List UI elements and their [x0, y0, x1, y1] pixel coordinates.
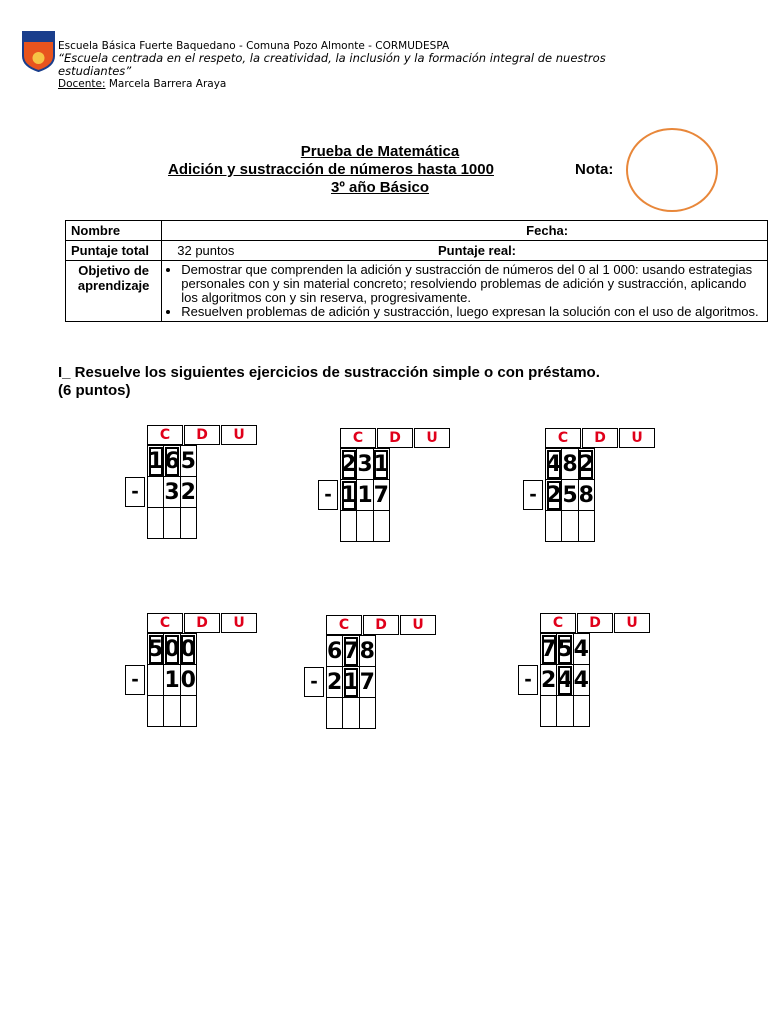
digit-grid: [147, 445, 197, 539]
answer-cell[interactable]: [327, 698, 343, 729]
subtrahend-digit: 2: [541, 665, 557, 696]
teacher-name: Marcela Barrera Araya: [108, 78, 227, 90]
place-header-d: D: [582, 428, 618, 448]
info-table: [65, 220, 768, 322]
objective-item: • Resuelven problemas de adición y sustracción, luego expresan la solución con el uso de algoritmos.: [181, 305, 762, 319]
nombre-label: Nombre: [66, 221, 162, 241]
minuend-digit: 6: [164, 446, 180, 477]
place-header-u: U: [400, 615, 436, 635]
teacher-label: Docente:: [58, 78, 106, 90]
digit-grid: [326, 635, 376, 729]
grade-circle[interactable]: [626, 128, 718, 212]
nota-label: Nota:: [575, 161, 614, 178]
subtrahend-digit: 7: [359, 667, 375, 698]
place-header-u: U: [619, 428, 655, 448]
answer-cell[interactable]: [164, 508, 180, 539]
objective-item: • Demostrar que comprenden la adición y sustracción de números del 0 al 1 000: usando estrategias personales con y sin material concreto; resolviendo problemas de adición y sustracción, aplicando los algoritmos con y sin reserva, progresivamente.: [181, 263, 762, 305]
answer-cell[interactable]: [164, 696, 180, 727]
subtrahend-digit: 1: [357, 480, 373, 511]
minus-sign: -: [523, 480, 543, 510]
digit-grid: [540, 633, 590, 727]
subtrahend-digit: 0: [180, 665, 196, 696]
digit-grid: [545, 448, 595, 542]
minus-sign: -: [304, 667, 324, 697]
objectives-cell: [162, 261, 768, 322]
subtrahend-digit: 8: [578, 480, 594, 511]
minuend-digit: 6: [327, 636, 343, 667]
minuend-digit: 5: [148, 634, 164, 665]
test-subtitle: Adición y sustracción de números hasta 1000: [168, 161, 494, 178]
answer-cell[interactable]: [557, 696, 573, 727]
place-header-c: C: [545, 428, 581, 448]
objetivo-label: Objetivo de aprendizaje: [66, 261, 162, 322]
section-instruction: I_ Resuelve los siguientes ejercicios de sustracción simple o con préstamo.: [58, 364, 600, 381]
place-header-u: U: [221, 425, 257, 445]
answer-cell[interactable]: [573, 696, 589, 727]
place-header-d: D: [377, 428, 413, 448]
place-header-c: C: [147, 613, 183, 633]
place-header-c: C: [540, 613, 576, 633]
answer-cell[interactable]: [578, 511, 594, 542]
subtrahend-digit: 2: [327, 667, 343, 698]
answer-cell[interactable]: [546, 511, 562, 542]
answer-cell[interactable]: [180, 508, 196, 539]
school-logo: [21, 30, 56, 72]
puntaje-real-label: Puntaje real:: [437, 243, 517, 258]
minuend-digit: 8: [562, 449, 578, 480]
place-header-c: C: [326, 615, 362, 635]
minuend-digit: 4: [573, 634, 589, 665]
answer-cell[interactable]: [341, 511, 357, 542]
answer-cell[interactable]: [562, 511, 578, 542]
answer-cell[interactable]: [180, 696, 196, 727]
place-header-u: U: [414, 428, 450, 448]
school-line: Escuela Básica Fuerte Baquedano - Comuna Pozo Almonte - CORMUDESPA: [58, 40, 450, 52]
digit-grid: [147, 633, 197, 727]
place-header-d: D: [184, 425, 220, 445]
minuend-digit: 5: [180, 446, 196, 477]
puntaje-total-value: 32 puntos: [177, 243, 235, 258]
subtrahend-digit: 4: [557, 665, 573, 696]
puntaje-row: [162, 241, 768, 261]
subtrahend-digit: [148, 665, 164, 696]
minus-sign: -: [518, 665, 538, 695]
place-header-c: C: [147, 425, 183, 445]
answer-cell[interactable]: [343, 698, 359, 729]
subtrahend-digit: [148, 477, 164, 508]
subtrahend-digit: 2: [546, 480, 562, 511]
place-header-c: C: [340, 428, 376, 448]
minuend-digit: 4: [546, 449, 562, 480]
subtrahend-digit: 1: [343, 667, 359, 698]
test-title: Prueba de Matemática: [300, 143, 460, 160]
subtrahend-digit: 4: [573, 665, 589, 696]
answer-cell[interactable]: [357, 511, 373, 542]
minus-sign: -: [318, 480, 338, 510]
subtrahend-digit: 1: [164, 665, 180, 696]
answer-cell[interactable]: [148, 508, 164, 539]
answer-cell[interactable]: [541, 696, 557, 727]
fecha-label: Fecha:: [526, 223, 569, 238]
subtrahend-digit: 3: [164, 477, 180, 508]
teacher-line: [58, 78, 226, 91]
fecha-field[interactable]: [162, 221, 768, 241]
section-heading: [58, 364, 738, 400]
minuend-digit: 7: [541, 634, 557, 665]
minuend-digit: 8: [359, 636, 375, 667]
answer-cell[interactable]: [359, 698, 375, 729]
minus-sign: -: [125, 477, 145, 507]
objectives-list: [167, 263, 762, 319]
minuend-digit: 7: [343, 636, 359, 667]
minuend-digit: 1: [148, 446, 164, 477]
place-header-d: D: [363, 615, 399, 635]
minuend-digit: 5: [557, 634, 573, 665]
minuend-digit: 0: [180, 634, 196, 665]
subtrahend-digit: 7: [373, 480, 389, 511]
minuend-digit: 3: [357, 449, 373, 480]
minuend-digit: 0: [164, 634, 180, 665]
section-points: (6 puntos): [58, 382, 131, 399]
subtrahend-digit: 1: [341, 480, 357, 511]
subtrahend-digit: 2: [180, 477, 196, 508]
answer-cell[interactable]: [373, 511, 389, 542]
puntaje-total-label: Puntaje total: [66, 241, 162, 261]
minuend-digit: 1: [373, 449, 389, 480]
answer-cell[interactable]: [148, 696, 164, 727]
minuend-digit: 2: [341, 449, 357, 480]
minuend-digit: 2: [578, 449, 594, 480]
place-header-u: U: [221, 613, 257, 633]
digit-grid: [340, 448, 390, 542]
place-header-u: U: [614, 613, 650, 633]
subtrahend-digit: 5: [562, 480, 578, 511]
place-header-d: D: [184, 613, 220, 633]
school-motto: “Escuela centrada en el respeto, la creatividad, la inclusión y la formación integral de nuestros estudiantes”: [58, 51, 606, 78]
minus-sign: -: [125, 665, 145, 695]
grade-level: 3º año Básico: [330, 179, 429, 196]
place-header-d: D: [577, 613, 613, 633]
